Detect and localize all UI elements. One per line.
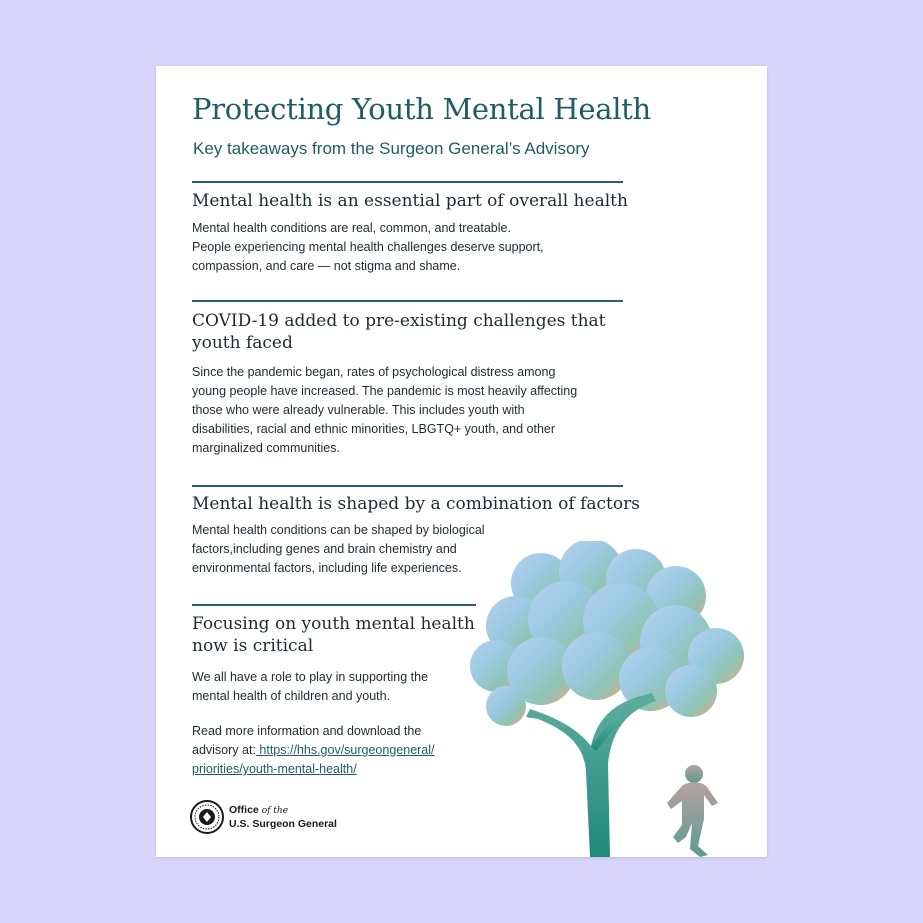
section-divider [192,181,623,183]
child-silhouette [667,765,718,857]
section-divider [192,300,623,302]
office-logo-text: Office of the U.S. Surgeon General [229,804,337,830]
section-body: Mental health conditions can be shaped by biological factors,including genes and brain chemistry and environmental factors, including life experiences. [192,523,485,575]
section-heading: Mental health is shaped by a combination of factors [192,494,640,514]
tree-canopy [470,541,744,726]
advisory-page [156,66,767,857]
surgeon-general-seal-icon [190,800,224,834]
advisory-link-continued[interactable]: priorities/youth-mental-health/ [192,762,357,776]
section-body: Since the pandemic began, rates of psychological distress among young people have increased. The pandemic is most heavily affecting those who were already vulnerable. This includes youth with disabilities, racial and ethnic minorities, LBGTQ+ youth, and other marginalized communities. [192,365,578,455]
section-divider [192,485,623,487]
section-divider [192,604,476,606]
read-more-text: Read more information and download the advisory at: https://hhs.gov/surgeongeneral/ priorities/youth-mental-health/ [192,724,435,776]
section-body: Mental health conditions are real, common, and treatable. People experiencing mental health challenges deserve support, compassion, and care — not stigma and shame. [192,221,544,273]
section-heading: COVID-19 added to pre-existing challenges that youth faced [192,311,606,353]
page-subtitle: Key takeaways from the Surgeon General’s Advisory [193,139,590,158]
advisory-link[interactable]: https://hhs.gov/surgeongeneral/ [255,743,435,757]
section-heading: Mental health is an essential part of overall health [192,191,628,211]
tree-trunk [526,693,656,857]
tree-child-illustration [466,541,767,857]
section-heading: Focusing on youth mental health now is critical [192,614,475,656]
section-body: We all have a role to play in supporting the mental health of children and youth. [192,670,429,703]
page-title: Protecting Youth Mental Health [192,92,651,126]
